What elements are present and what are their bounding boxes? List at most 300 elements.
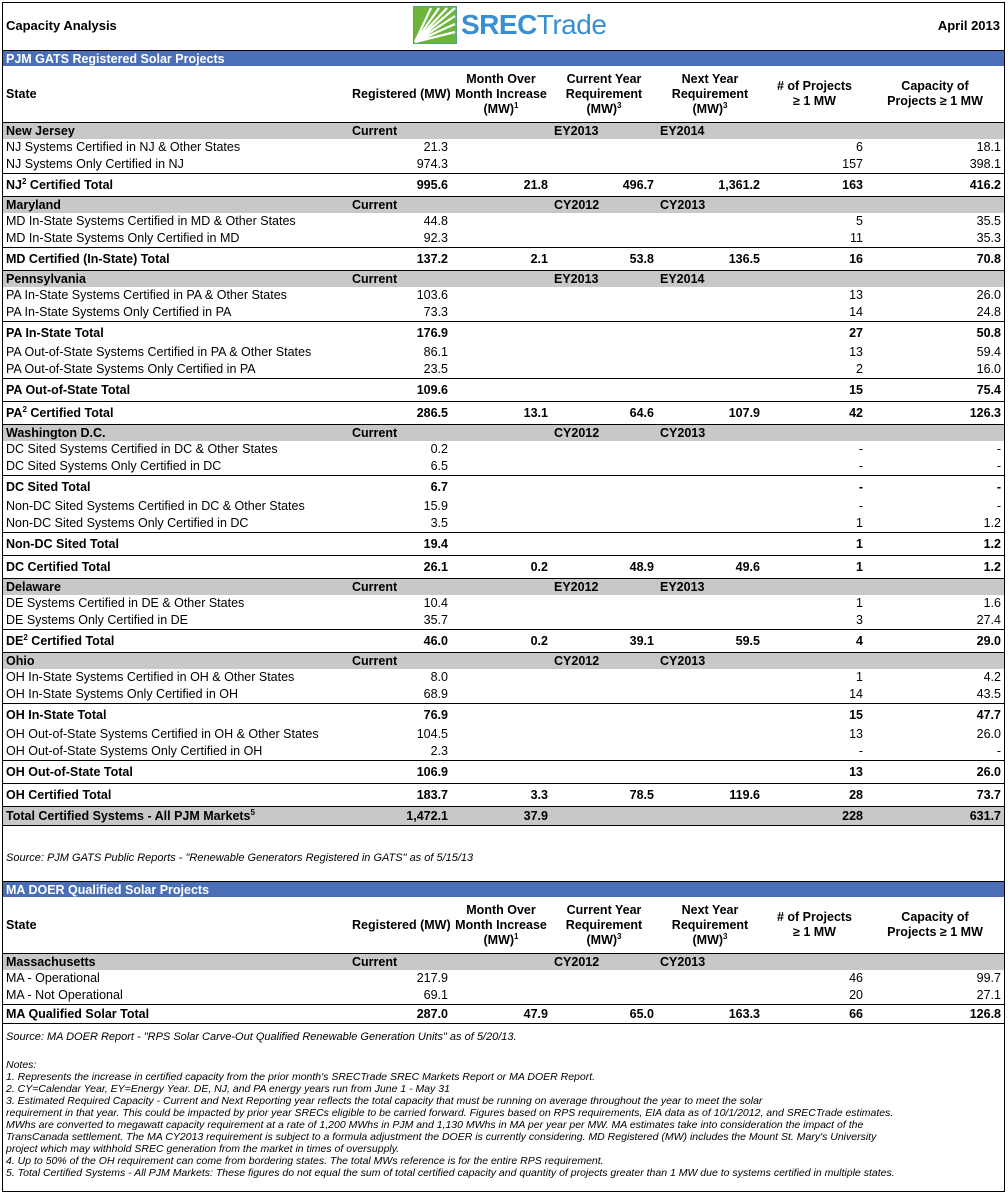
row-value: 126.8 (866, 1005, 1004, 1024)
footnotes (6, 1059, 1001, 1179)
column-header-row (3, 897, 1004, 954)
row-value: 28 (763, 784, 866, 807)
group-period-label: CY2013 (657, 197, 763, 214)
row-value: 15.9 (423, 499, 448, 513)
row-value: 19.4 (349, 533, 451, 556)
group-period-label (451, 271, 551, 288)
row-value: 73.3 (423, 305, 448, 319)
row-value: 42 (763, 402, 866, 425)
row-value (657, 595, 763, 612)
row-value: 163.3 (657, 1005, 763, 1024)
row-value: 217.9 (416, 971, 448, 985)
row-label: NJ Systems Certified in NJ & Other States (6, 140, 241, 154)
row-label: PA Out-of-State Total (3, 379, 349, 402)
row-label: Non-DC Sited Systems Certified in DC & Other States (6, 499, 305, 513)
row-value (451, 458, 551, 476)
row-value (657, 458, 763, 476)
group-period-label (763, 579, 866, 596)
row-value: 3.5 (430, 516, 448, 530)
table-row (3, 669, 1004, 686)
row-value (551, 970, 657, 987)
group-state-name: Delaware (3, 579, 349, 596)
table-row (3, 498, 1004, 515)
row-label: PA In-State Systems Certified in PA & Other States (6, 288, 287, 302)
row-value (551, 156, 657, 174)
col-header-next-req: Next Year Requirement (MW)$^3$ (657, 66, 763, 123)
row-value: 286.5 (349, 402, 451, 425)
row-value: 47.7 (866, 704, 1004, 727)
row-label: DE Systems Certified in DE & Other States (6, 596, 245, 610)
grand-total-row (3, 807, 1004, 826)
footnote-line: 1. Represents the increase in certified capacity from the prior month's SRECTrade SREC Markets Report or MA DOER Report. (6, 1071, 596, 1083)
group-period-label (451, 425, 551, 442)
footnote-line: TransCanada settlement. The MA CY2013 requirement is subject to a formula adjustment the DOER is currently considering. MD Registered (MW) includes the Mount St. Mary's University (6, 1131, 877, 1143)
row-value (551, 344, 657, 361)
footnote-line: 2. CY=Calendar Year, EY=Energy Year. DE, NJ, and PA energy years run from June 1 - May 31 (6, 1083, 450, 1095)
row-value: 3.3 (451, 784, 551, 807)
row-value: 1 (856, 670, 863, 684)
row-value: 6.7 (349, 476, 451, 499)
row-value (451, 230, 551, 248)
ma-section-title: MA DOER Qualified Solar Projects (3, 881, 1004, 897)
row-value (657, 515, 763, 533)
row-value (451, 441, 551, 458)
row-value: 27.1 (976, 988, 1001, 1002)
row-value (657, 156, 763, 174)
table-row (3, 595, 1004, 612)
group-period-label: CY2012 (551, 425, 657, 442)
group-period-label (763, 123, 866, 140)
row-value: - (858, 442, 863, 456)
row-value (657, 533, 763, 556)
col-header-current-req: Current Year Requirement (MW)$^3$ (551, 66, 657, 123)
total-row (3, 402, 1004, 425)
row-value (551, 987, 657, 1005)
row-label: PA In-State Systems Only Certified in PA (6, 305, 232, 319)
group-period-label (451, 653, 551, 670)
row-value: - (763, 476, 866, 499)
footnote-line: 3. Estimated Required Capacity - Current and Next Reporting year reflects the total capacity that must be running on average throughout the year to meet the solar (6, 1095, 763, 1107)
row-value: 11 (850, 231, 863, 245)
row-value: 137.2 (349, 248, 451, 271)
table-row (3, 743, 1004, 761)
group-period-label (451, 197, 551, 214)
total-row (3, 1005, 1004, 1024)
row-value: 136.5 (657, 248, 763, 271)
group-period-label: CY2012 (551, 197, 657, 214)
row-value: 4 (763, 630, 866, 653)
row-value: 0.2 (451, 630, 551, 653)
row-value: 21.8 (451, 174, 551, 197)
row-value (451, 156, 551, 174)
group-period-label (866, 271, 1004, 288)
row-value (657, 139, 763, 156)
row-value (451, 476, 551, 499)
row-value: 46 (849, 971, 863, 985)
group-period-label: EY2012 (551, 579, 657, 596)
row-value: 5 (856, 214, 863, 228)
total-row (3, 556, 1004, 579)
pjm-source-note: Source: PJM GATS Public Reports - "Renewable Generators Registered in GATS" as of 5/15/13 (6, 852, 474, 864)
state-group-row (3, 425, 1004, 442)
row-value: 35.7 (423, 613, 448, 627)
row-value: 103.6 (416, 288, 448, 302)
col-header-capacity: Capacity of Projects ≥ 1 MW (866, 66, 1004, 123)
row-value: 59.5 (657, 630, 763, 653)
row-label: DC Certified Total (3, 556, 349, 579)
row-value (551, 213, 657, 230)
footnote-line: project which may withhold SREC generation from the market in times of oversupply. (6, 1143, 400, 1155)
row-value (657, 476, 763, 499)
col-header-current-req: Current Year Requirement (MW)$^3$ (551, 897, 657, 954)
row-value (657, 761, 763, 784)
state-group-row (3, 653, 1004, 670)
row-value: 107.9 (657, 402, 763, 425)
group-state-name: Maryland (3, 197, 349, 214)
table-row (3, 287, 1004, 304)
state-group-row (3, 197, 1004, 214)
table-row (3, 612, 1004, 630)
row-value: 13 (849, 288, 863, 302)
ma-source-note: Source: MA DOER Report - "RPS Solar Carve-Out Qualified Renewable Generation Units" as of 5/20/13. (6, 1031, 517, 1043)
row-value (451, 970, 551, 987)
row-value: 66 (763, 1005, 866, 1024)
row-value (657, 726, 763, 743)
row-value: 496.7 (551, 174, 657, 197)
row-value: - (866, 476, 1004, 499)
row-value: 3 (856, 613, 863, 627)
row-label: $DE^2$ Certified Total (3, 630, 349, 653)
row-value: 2.1 (451, 248, 551, 271)
row-label: Total Certified Systems - All PJM Markets$^5$ (3, 807, 349, 826)
group-period-label: EY2013 (551, 271, 657, 288)
row-value: 6.5 (430, 459, 448, 473)
row-value (551, 595, 657, 612)
row-value: 46.0 (349, 630, 451, 653)
row-value: 26.0 (976, 727, 1001, 741)
group-period-label: CY2012 (551, 653, 657, 670)
group-period-label: Current (349, 653, 451, 670)
table-row (3, 686, 1004, 704)
row-label: OH In-State Systems Only Certified in OH (6, 687, 239, 701)
row-value (451, 704, 551, 727)
group-period-label (866, 954, 1004, 971)
row-value: 86.1 (423, 345, 448, 359)
row-value: 1 (763, 556, 866, 579)
row-value (451, 761, 551, 784)
row-value: 4.2 (983, 670, 1001, 684)
row-value: 64.6 (551, 402, 657, 425)
row-value: 163 (763, 174, 866, 197)
report-page (2, 2, 1005, 1192)
row-value: 14 (849, 305, 863, 319)
col-header-state: State (3, 897, 349, 954)
row-value (657, 213, 763, 230)
row-value: 183.7 (349, 784, 451, 807)
col-header-registered: Registered (MW) (349, 66, 451, 123)
group-period-label (763, 425, 866, 442)
row-value (551, 743, 657, 761)
row-value (657, 287, 763, 304)
row-value: 13 (763, 761, 866, 784)
state-group-row (3, 123, 1004, 140)
row-label: DC Sited Systems Certified in DC & Other States (6, 442, 278, 456)
row-value: 92.3 (423, 231, 448, 245)
group-period-label (451, 123, 551, 140)
row-label: OH In-State Total (3, 704, 349, 727)
row-value: 119.6 (657, 784, 763, 807)
row-value: - (996, 499, 1001, 513)
row-value (551, 458, 657, 476)
group-period-label: Current (349, 271, 451, 288)
row-value: 416.2 (866, 174, 1004, 197)
pjm-section-title: PJM GATS Registered Solar Projects (3, 50, 1004, 66)
row-label: DC Sited Systems Only Certified in DC (6, 459, 222, 473)
row-value: 26.1 (349, 556, 451, 579)
row-value: 75.4 (866, 379, 1004, 402)
table-row (3, 344, 1004, 361)
row-value: 631.7 (866, 807, 1004, 826)
row-value: 49.6 (657, 556, 763, 579)
row-value (451, 515, 551, 533)
row-value: 35.3 (976, 231, 1001, 245)
row-value: 59.4 (976, 345, 1001, 359)
group-period-label: Current (349, 954, 451, 971)
row-value: 1.2 (983, 516, 1001, 530)
row-value: 73.7 (866, 784, 1004, 807)
row-label: MA Qualified Solar Total (3, 1005, 349, 1024)
row-value (451, 344, 551, 361)
row-value (551, 476, 657, 499)
row-value: 2 (856, 362, 863, 376)
row-value: 53.8 (551, 248, 657, 271)
srectrade-logo (413, 5, 606, 45)
group-period-label (763, 197, 866, 214)
group-period-label (451, 954, 551, 971)
row-label: $NJ^2$ Certified Total (3, 174, 349, 197)
total-row (3, 533, 1004, 556)
table-row (3, 156, 1004, 174)
table-row (3, 987, 1004, 1005)
group-period-label: Current (349, 123, 451, 140)
row-value (657, 743, 763, 761)
row-value (657, 344, 763, 361)
row-value: 68.9 (423, 687, 448, 701)
row-value: 228 (763, 807, 866, 826)
total-row (3, 704, 1004, 727)
row-value: 104.5 (416, 727, 448, 741)
row-value (451, 726, 551, 743)
row-value: 995.6 (349, 174, 451, 197)
row-value (551, 669, 657, 686)
row-value (451, 743, 551, 761)
row-value: 15 (763, 379, 866, 402)
row-label: MD Certified (In-State) Total (3, 248, 349, 271)
row-value (657, 441, 763, 458)
row-value: 18.1 (976, 140, 1001, 154)
row-value (451, 287, 551, 304)
row-value: 0.2 (430, 442, 448, 456)
row-value: 1 (856, 516, 863, 530)
row-value: 44.8 (423, 214, 448, 228)
ma-table (3, 897, 1004, 1024)
group-state-name: Ohio (3, 653, 349, 670)
row-value (657, 230, 763, 248)
row-value: 2.3 (430, 744, 448, 758)
row-label: OH In-State Systems Certified in OH & Other States (6, 670, 295, 684)
row-label: PA Out-of-State Systems Certified in PA & Other States (6, 345, 312, 359)
row-value (551, 704, 657, 727)
row-value: - (858, 744, 863, 758)
row-value: 1.6 (983, 596, 1001, 610)
row-value: 13 (849, 727, 863, 741)
row-value: 1 (763, 533, 866, 556)
total-row (3, 784, 1004, 807)
row-value (551, 726, 657, 743)
state-group-row (3, 579, 1004, 596)
group-state-name: Massachusetts (3, 954, 349, 971)
group-period-label: EY2014 (657, 123, 763, 140)
table-row (3, 361, 1004, 379)
row-value (657, 807, 763, 826)
group-period-label (866, 579, 1004, 596)
group-period-label (763, 954, 866, 971)
row-label: MD In-State Systems Only Certified in MD (6, 231, 240, 245)
total-row (3, 379, 1004, 402)
group-state-name: Pennsylvania (3, 271, 349, 288)
row-value (451, 139, 551, 156)
row-value (451, 213, 551, 230)
row-value: - (996, 459, 1001, 473)
total-row (3, 174, 1004, 197)
group-period-label (866, 653, 1004, 670)
table-row (3, 213, 1004, 230)
row-value: 398.1 (969, 157, 1001, 171)
row-value (551, 612, 657, 630)
table-row (3, 726, 1004, 743)
group-period-label (763, 653, 866, 670)
row-value (551, 230, 657, 248)
row-value (657, 669, 763, 686)
row-value: 176.9 (349, 322, 451, 345)
row-value: 13.1 (451, 402, 551, 425)
row-value: 50.8 (866, 322, 1004, 345)
row-value: 16.0 (976, 362, 1001, 376)
row-value (551, 287, 657, 304)
row-value: 24.8 (976, 305, 1001, 319)
row-value (451, 533, 551, 556)
row-value: 157 (842, 157, 863, 171)
row-value: 20 (849, 988, 863, 1002)
row-value: 47.9 (451, 1005, 551, 1024)
group-period-label: Current (349, 579, 451, 596)
col-header-project-count: # of Projects ≥ 1 MW (763, 66, 866, 123)
group-period-label: CY2013 (657, 425, 763, 442)
total-row (3, 476, 1004, 499)
group-period-label: CY2013 (657, 653, 763, 670)
row-value (551, 322, 657, 345)
total-row (3, 761, 1004, 784)
row-value (551, 686, 657, 704)
row-value (451, 304, 551, 322)
row-value: 39.1 (551, 630, 657, 653)
row-value (657, 322, 763, 345)
row-value: 109.6 (349, 379, 451, 402)
group-period-label (763, 271, 866, 288)
group-period-label (866, 425, 1004, 442)
row-value: 23.5 (423, 362, 448, 376)
row-value (551, 361, 657, 379)
row-value: 287.0 (349, 1005, 451, 1024)
footnote-line: 5. Total Certified Systems - All PJM Markets: These figures do not equal the sum of total certified capacity and quantity of projects greater than 1 MW due to systems certified in multiple states. (6, 1167, 895, 1179)
row-value (551, 498, 657, 515)
row-label: MA - Not Operational (6, 988, 123, 1002)
group-period-label: EY2013 (657, 579, 763, 596)
row-value: 99.7 (976, 971, 1001, 985)
row-value (451, 669, 551, 686)
row-value: 1 (856, 596, 863, 610)
group-period-label (451, 579, 551, 596)
row-value (451, 379, 551, 402)
row-value: - (858, 499, 863, 513)
table-row (3, 441, 1004, 458)
row-value: 29.0 (866, 630, 1004, 653)
row-value (551, 761, 657, 784)
group-state-name: Washington D.C. (3, 425, 349, 442)
state-group-row (3, 954, 1004, 971)
row-label: NJ Systems Only Certified in NJ (6, 157, 184, 171)
row-value (551, 441, 657, 458)
row-value: 35.5 (976, 214, 1001, 228)
state-group-row (3, 271, 1004, 288)
group-period-label: EY2014 (657, 271, 763, 288)
col-header-registered: Registered (MW) (349, 897, 451, 954)
row-value: 1.2 (866, 533, 1004, 556)
report-title: Capacity Analysis (6, 18, 117, 33)
total-row (3, 322, 1004, 345)
row-label: DE Systems Only Certified in DE (6, 613, 188, 627)
table-row (3, 970, 1004, 987)
row-value: 48.9 (551, 556, 657, 579)
row-value: 1,361.2 (657, 174, 763, 197)
row-value: 70.8 (866, 248, 1004, 271)
row-value: 1.2 (866, 556, 1004, 579)
row-value: 126.3 (866, 402, 1004, 425)
table-row (3, 304, 1004, 322)
row-value: - (996, 442, 1001, 456)
row-value: 76.9 (349, 704, 451, 727)
row-value: 14 (849, 687, 863, 701)
row-value (451, 612, 551, 630)
group-period-label: Current (349, 425, 451, 442)
row-value (451, 686, 551, 704)
column-header-row (3, 66, 1004, 123)
total-row (3, 248, 1004, 271)
row-label: MD In-State Systems Certified in MD & Other States (6, 214, 296, 228)
row-label: DC Sited Total (3, 476, 349, 499)
row-value: 10.4 (423, 596, 448, 610)
row-value: 106.9 (349, 761, 451, 784)
row-value: - (858, 459, 863, 473)
group-period-label (866, 123, 1004, 140)
col-header-state: State (3, 66, 349, 123)
row-value (657, 612, 763, 630)
row-value (451, 987, 551, 1005)
row-label: PA In-State Total (3, 322, 349, 345)
row-label: MA - Operational (6, 971, 100, 985)
footnote-line: requirement in that year. This could be impacted by prior year SRECs eligible to be carried forward. Figures based on RPS requirements, EIA data as of 10/1/2012, and SRECTrade estimates. (6, 1107, 894, 1119)
row-value (551, 304, 657, 322)
